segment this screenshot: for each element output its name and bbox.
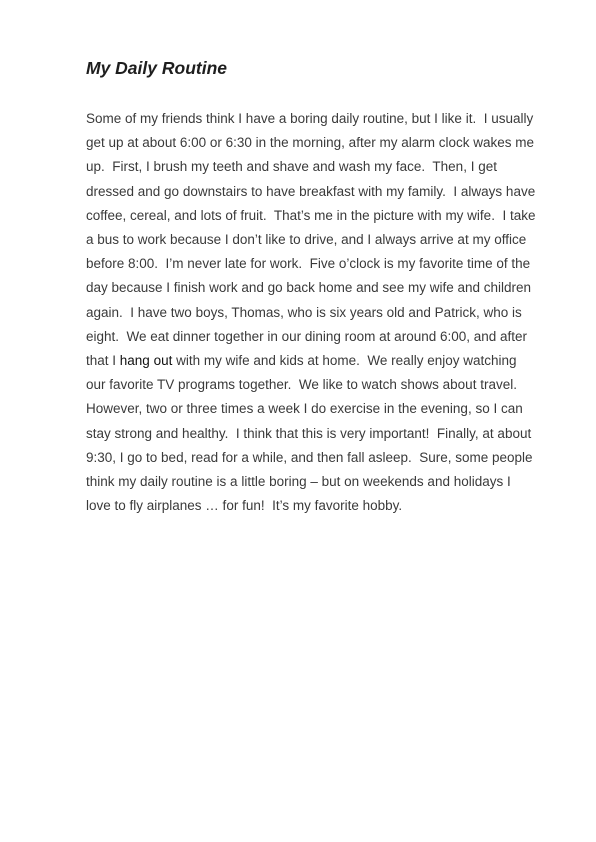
body-paragraph xyxy=(86,107,566,518)
highlighted-phrase: hang out xyxy=(119,353,173,369)
paragraph-line: up. First, I brush my teeth and shave and wash my face. Then, I get xyxy=(86,159,497,175)
paragraph-line: eight. We eat dinner together in our dining room at around 6:00, and after xyxy=(86,328,528,344)
paragraph-line: However, two or three times a week I do exercise in the evening, so I can xyxy=(86,401,523,417)
paragraph-line: a bus to work because I don’t like to drive, and I always arrive at my office xyxy=(86,232,527,248)
paragraph-line: get up at about 6:00 or 6:30 in the morning, after my alarm clock wakes me xyxy=(86,135,534,151)
line-text-before: that I xyxy=(86,353,120,369)
paragraph-line-with-highlight xyxy=(86,349,566,373)
paragraph-line: before 8:00. I’m never late for work. Five o’clock is my favorite time of the xyxy=(86,256,531,272)
paragraph-line: stay strong and healthy. I think that this is very important! Finally, at about xyxy=(86,425,532,441)
paragraph-line: day because I finish work and go back home and see my wife and children xyxy=(86,280,532,296)
paragraph-line: our favorite TV programs together. We like to watch shows about travel. xyxy=(86,377,517,393)
paragraph-line: think my daily routine is a little boring – but on weekends and holidays I xyxy=(86,474,511,490)
paragraph-line: 9:30, I go to bed, read for a while, and then fall asleep. Sure, some people xyxy=(86,449,533,465)
paragraph-line: coffee, cereal, and lots of fruit. That’s me in the picture with my wife. I take xyxy=(86,207,536,223)
paragraph-line: again. I have two boys, Thomas, who is six years old and Patrick, who is xyxy=(86,304,522,320)
document-title: My Daily Routine xyxy=(86,58,227,78)
paragraph-line: love to fly airplanes … for fun! It’s my favorite hobby. xyxy=(86,498,403,514)
line-text-after: with my wife and kids at home. We really enjoy watching xyxy=(172,353,517,369)
paragraph-line: dressed and go downstairs to have breakfast with my family. I always have xyxy=(86,183,536,199)
paragraph-line: Some of my friends think I have a boring daily routine, but I like it. I usually xyxy=(86,111,534,126)
